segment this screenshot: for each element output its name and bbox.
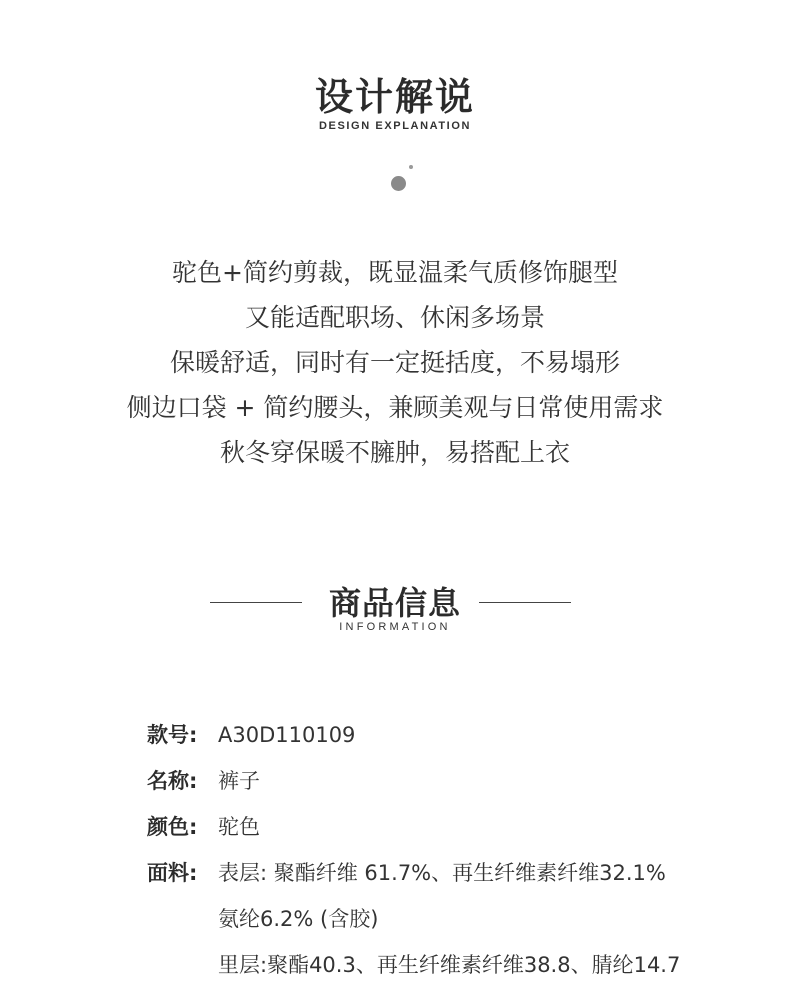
row-value: 驼色 — [218, 815, 260, 839]
info-row-style-number — [147, 712, 767, 758]
description-line: 又能适配职场、休闲多场景 — [244, 303, 545, 332]
row-label: 面料: — [147, 861, 198, 885]
info-row-fabric-cont — [147, 896, 767, 942]
description-line: 秋冬穿保暖不臃肿，易搭配上衣 — [219, 438, 570, 467]
design-subtitle: DESIGN EXPLANATION — [318, 120, 472, 132]
info-row-color — [147, 804, 767, 850]
row-value: 氨纶6.2% (含胶) — [218, 907, 379, 931]
info-subtitle: INFORMATION — [339, 621, 451, 633]
description-line: 保暖舒适，同时有一定挺括度，不易塌形 — [169, 348, 620, 377]
info-row-name — [147, 758, 767, 804]
info-title: 商品信息 — [328, 584, 461, 622]
design-description — [0, 250, 790, 475]
row-value: 里层:聚酯40.3、再生纤维素纤维38.8、腈纶14.7 — [218, 953, 681, 977]
info-row-lining — [147, 942, 767, 988]
product-info-list — [147, 712, 767, 988]
decorative-dot-small — [409, 165, 413, 169]
divider-right — [479, 602, 571, 603]
row-label: 名称: — [147, 769, 198, 793]
design-title: 设计解说 — [314, 75, 475, 119]
info-row-fabric — [147, 850, 767, 896]
row-label: 颜色: — [147, 815, 198, 839]
row-label: 款号: — [147, 723, 198, 747]
description-line: 驼色+简约剪裁，既显温柔气质修饰腿型 — [172, 258, 618, 287]
decorative-dot-large — [391, 176, 406, 191]
row-value: A30D110109 — [218, 723, 356, 747]
row-value: 表层: 聚酯纤维 61.7%、再生纤维素纤维32.1% — [218, 861, 666, 885]
description-line: 侧边口袋 + 简约腰头，兼顾美观与日常使用需求 — [126, 393, 664, 422]
row-value: 裤子 — [218, 769, 260, 793]
